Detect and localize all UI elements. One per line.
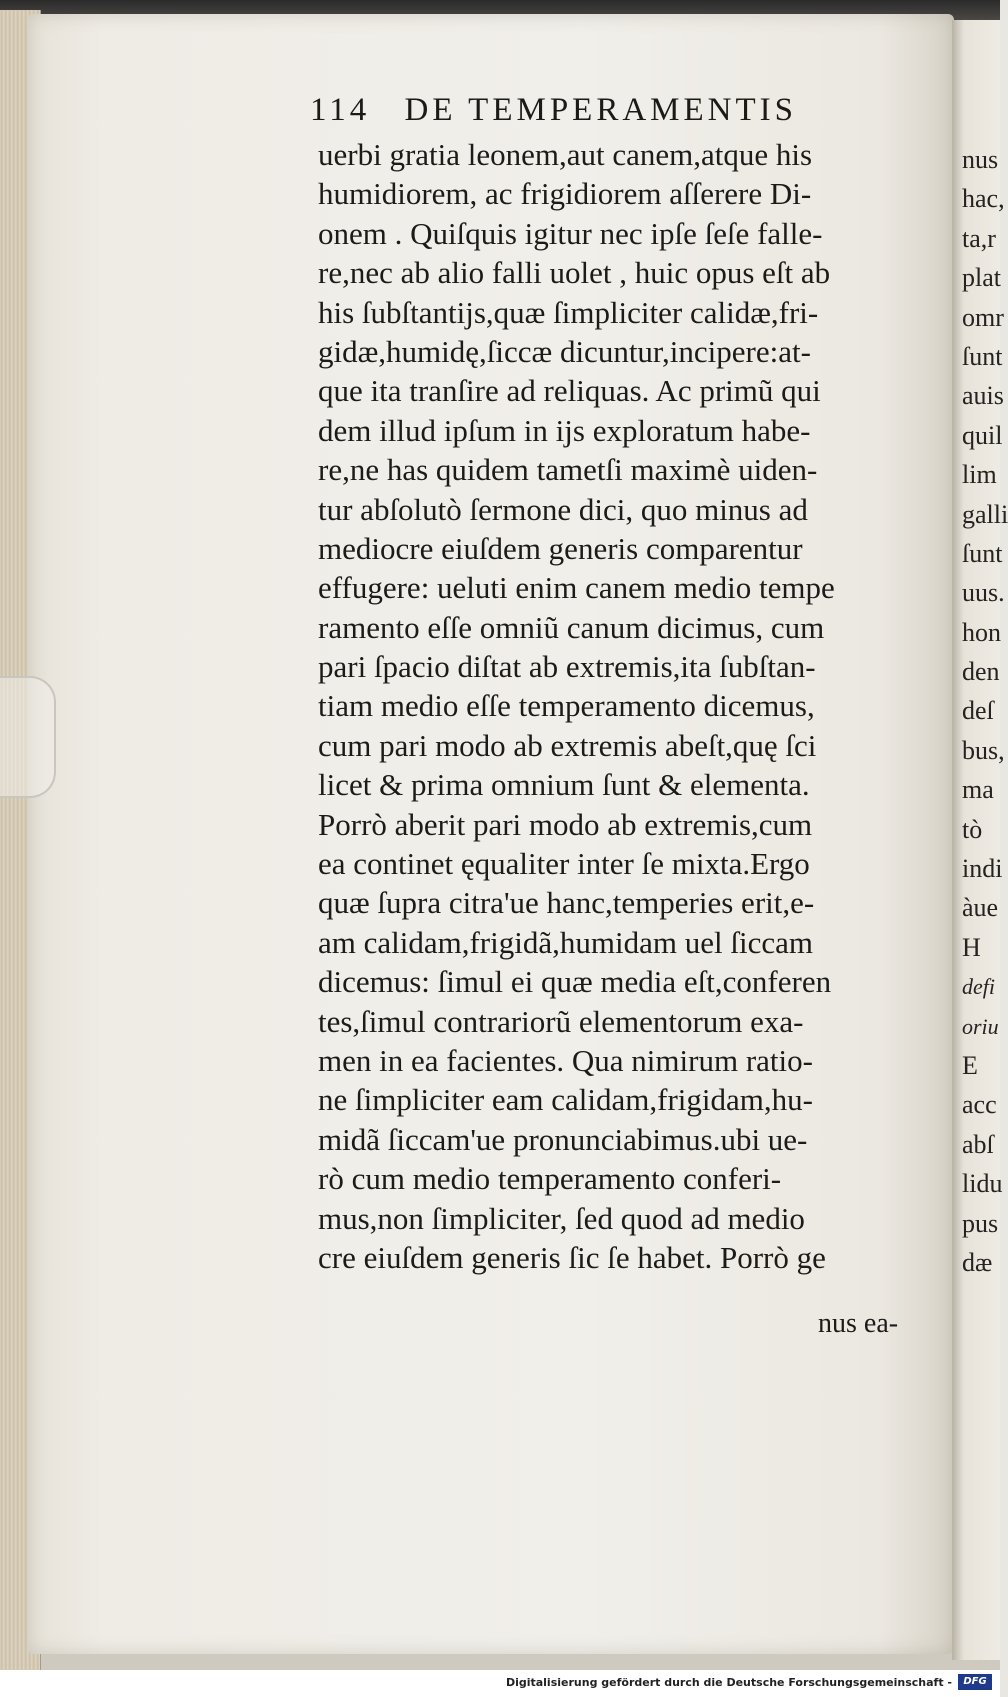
text-line: midã ſiccam'ue pronunciabimus.ubi ue- <box>318 1121 808 1157</box>
facing-text-fragment: quil <box>962 420 1003 450</box>
facing-text-fragment: pus <box>962 1208 999 1238</box>
facing-text-fragment: uus. <box>962 578 1005 608</box>
text-line: gidæ,humidę,ſiccæ dicuntur,incipere:at- <box>318 333 811 369</box>
text-line: pari ſpacio diſtat ab extremis,ita ſubſtan- <box>318 649 816 685</box>
facing-text-fragment: oriu <box>962 1013 999 1039</box>
footer-credit: Digitalisierung gefördert durch die Deutsche Forschungsgemeinschaft - <box>505 1676 952 1689</box>
facing-text-fragment: bus, <box>962 735 1005 765</box>
text-line: que ita tranſire ad reliquas. Ac primũ qui <box>318 373 821 409</box>
text-line: ramento eſſe omniũ canum dicimus, cum <box>318 609 825 645</box>
text-line: dem illud ipſum in ijs exploratum habe- <box>318 412 811 448</box>
text-line: rò cum medio temperamento conferi- <box>318 1161 782 1197</box>
facing-page-text <box>962 140 1008 1282</box>
text-line: licet & prima omnium ſunt & elementa. <box>318 767 810 803</box>
text-line: tiam medio eſſe temperamento dicemus, <box>318 688 815 724</box>
text-line: effugere: ueluti enim canem medio tempe <box>318 570 835 606</box>
facing-text-fragment: hac, <box>962 184 1005 214</box>
text-line: men in ea facientes. Qua nimirum ratio- <box>318 1042 813 1078</box>
text-line: mediocre eiuſdem generis comparentur <box>318 530 803 566</box>
facing-text-fragment: defi <box>962 974 995 1000</box>
text-line: ne ſimpliciter eam calidam,frigidam,hu- <box>318 1082 813 1118</box>
text-line: tes,ſimul contrariorũ elementorum exa- <box>318 1003 804 1039</box>
facing-text-fragment: ſunt <box>962 341 1003 371</box>
facing-text-fragment: àue <box>962 893 999 923</box>
facing-text-fragment: hon <box>962 617 1001 647</box>
facing-text-fragment: omr <box>962 302 1004 332</box>
text-line: cum pari modo ab extremis abeſt,quę ſci <box>318 727 817 763</box>
body-text <box>318 135 918 1277</box>
text-line: quæ ſupra citra'ue hanc,temperies erit,e- <box>318 885 815 921</box>
text-line: mus,non ſimpliciter, ſed quod ad medio <box>318 1200 805 1236</box>
facing-text-fragment: abſ <box>962 1129 994 1159</box>
facing-text-fragment: indi <box>962 854 1003 884</box>
text-line: Porrò aberit pari modo ab extremis,cum <box>318 806 813 842</box>
dfg-logo: DFG <box>958 1674 992 1690</box>
text-line: am calidam,frigidã,humidam uel ſiccam <box>318 924 813 960</box>
binding-clip <box>0 676 56 798</box>
facing-text-fragment: acc <box>962 1090 997 1120</box>
facing-text-fragment: ſunt <box>962 538 1003 568</box>
facing-text-fragment: auis <box>962 381 1004 411</box>
facing-text-fragment: lidu <box>962 1169 1003 1199</box>
text-line: ea continet ęqualiter inter ſe mixta.Ergo <box>318 846 810 882</box>
facing-text-fragment: galli <box>962 499 1008 529</box>
facing-text-fragment: H <box>962 932 981 962</box>
text-line: cre eiuſdem generis ſic ſe habet. Porrò ge <box>318 1239 826 1275</box>
text-line: tur abſolutò ſermone dici, quo minus ad <box>318 491 808 527</box>
facing-text-fragment: nus <box>962 145 999 174</box>
facing-text-fragment: tò <box>962 814 983 844</box>
running-title: DE TEMPERAMENTIS <box>404 92 798 128</box>
text-line: uerbi gratia leonem,aut canem,atque his <box>318 137 813 172</box>
text-line: re,nec ab alio falli uolet , huic opus eſt ab <box>318 255 831 291</box>
catchword: nus ea- <box>818 1308 899 1339</box>
text-line: humidiorem, ac frigidiorem aſſerere Di- <box>318 176 812 212</box>
facing-text-fragment: E <box>962 1050 978 1080</box>
running-header <box>310 92 797 129</box>
facing-text-fragment: ta,r <box>962 223 996 253</box>
text-line: onem . Quiſquis igitur nec ipſe ſeſe falle- <box>318 215 823 251</box>
facing-text-fragment: lim <box>962 460 997 490</box>
facing-text-fragment: plat <box>962 263 1001 293</box>
facing-text-fragment: deſ <box>962 696 994 726</box>
text-line: his ſubſtantijs,quæ ſimpliciter calidæ,fri- <box>318 294 819 330</box>
text-line: dicemus: ſimul ei quæ media eſt,conferen <box>318 964 832 1000</box>
facing-text-fragment: den <box>962 657 1000 687</box>
facing-text-fragment: dæ <box>962 1247 993 1277</box>
facing-text-fragment: ma <box>962 775 994 805</box>
text-line: re,ne has quidem tametſi maximè uiden- <box>318 452 818 488</box>
page-number: 114 <box>310 92 371 128</box>
